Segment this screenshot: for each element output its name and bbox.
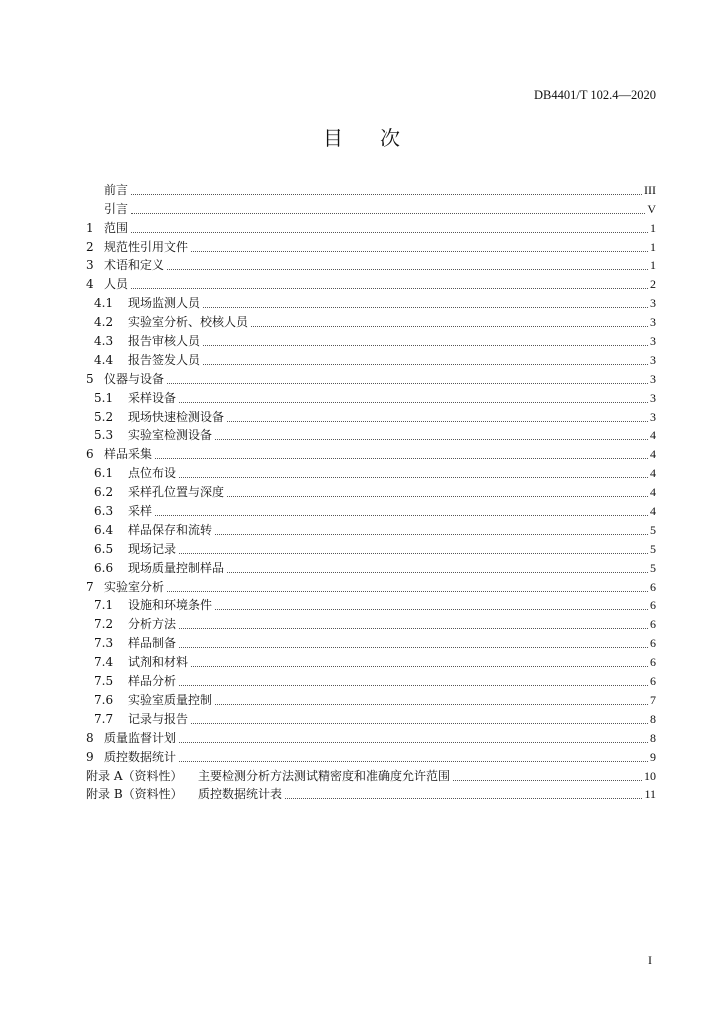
toc-entry-number: 5.1: [94, 390, 114, 405]
toc-entry-page: 10: [644, 768, 656, 783]
toc-entry-number: 6.4: [94, 522, 114, 537]
toc-entry-label: 报告审核人员: [128, 334, 201, 349]
toc-dot-leader: [203, 363, 648, 365]
toc-entry[interactable]: [86, 746, 656, 765]
toc-entry-number: 6.3: [94, 504, 114, 519]
toc-entry[interactable]: [86, 765, 656, 784]
toc-entry-number: 8: [86, 730, 94, 745]
toc-entry[interactable]: [86, 236, 656, 255]
toc-entry[interactable]: [86, 708, 656, 727]
toc-entry[interactable]: [86, 538, 656, 557]
toc-entry-label: 术语和定义: [104, 258, 165, 273]
toc-entry[interactable]: [86, 462, 656, 481]
toc-dot-leader: [453, 779, 642, 781]
toc-entry-number: 6.2: [94, 485, 114, 500]
toc-entry[interactable]: [86, 311, 656, 330]
toc-entry-page: 1: [650, 258, 656, 273]
toc-entry[interactable]: [86, 349, 656, 368]
toc-entry[interactable]: [86, 632, 656, 651]
toc-entry-number: 7.1: [94, 598, 114, 613]
toc-entry[interactable]: [86, 217, 656, 236]
toc-dot-leader: [227, 495, 648, 497]
toc-entry-number: 6.1: [94, 466, 114, 481]
toc-entry-page: 3: [650, 390, 656, 405]
toc-entry[interactable]: [86, 784, 656, 803]
toc-entry-page: 5: [650, 541, 656, 556]
toc-dot-leader: [203, 306, 648, 308]
toc-entry-number: 5: [86, 371, 94, 386]
toc-entry-number: 4.2: [94, 315, 114, 330]
toc-entry-label: 样品分析: [128, 674, 177, 689]
toc-entry-number: 7.7: [94, 711, 114, 726]
toc-entry-label: 采样: [128, 504, 153, 519]
toc-entry-label: 规范性引用文件: [104, 239, 189, 254]
toc-dot-leader: [179, 552, 648, 554]
toc-dot-leader: [179, 760, 648, 762]
toc-entry-label: 点位布设: [128, 466, 177, 481]
toc-entry[interactable]: [86, 273, 656, 292]
toc-entry[interactable]: [86, 613, 656, 632]
toc-entry-number: 附录 A（资料性）: [86, 768, 183, 783]
toc-dot-leader: [215, 608, 648, 610]
toc-entry-label: 采样孔位置与深度: [128, 485, 225, 500]
toc-entry-page: 8: [650, 711, 656, 726]
toc-dot-leader: [131, 287, 648, 289]
toc-dot-leader: [167, 268, 648, 270]
toc-entry-label: 样品采集: [104, 447, 153, 462]
toc-entry[interactable]: [86, 670, 656, 689]
toc-entry[interactable]: [86, 387, 656, 406]
toc-entry-page: 3: [650, 409, 656, 424]
toc-dot-leader: [179, 646, 648, 648]
toc-entry-number: 9: [86, 749, 94, 764]
toc-entry-page: 11: [644, 787, 656, 802]
toc-dot-leader: [179, 684, 648, 686]
toc-entry-page: 4: [650, 485, 656, 500]
toc-entry-page: 2: [650, 277, 656, 292]
toc-entry-number: 5.2: [94, 409, 114, 424]
toc-entry[interactable]: [86, 179, 656, 198]
toc-entry-number: 6.5: [94, 541, 114, 556]
toc-entry-page: V: [647, 201, 656, 216]
toc-dot-leader: [179, 476, 648, 478]
toc-entry-label: 前言: [104, 182, 129, 197]
toc-entry[interactable]: [86, 425, 656, 444]
toc-dot-leader: [131, 212, 645, 214]
toc-entry-page: 6: [650, 598, 656, 613]
toc-entry-label: 记录与报告: [128, 711, 189, 726]
toc-entry[interactable]: [86, 576, 656, 595]
toc-dot-leader: [167, 590, 648, 592]
toc-dot-leader: [227, 420, 648, 422]
toc-entry[interactable]: [86, 595, 656, 614]
toc-entry-label: 样品制备: [128, 636, 177, 651]
toc-entry-page: 8: [650, 730, 656, 745]
toc-entry-number: 1: [86, 220, 94, 235]
toc-entry[interactable]: [86, 292, 656, 311]
toc-entry-number: 7.2: [94, 617, 114, 632]
toc-entry-label: 仪器与设备: [104, 371, 165, 386]
toc-dot-leader: [227, 571, 648, 573]
toc-entry-number: 附录 B（资料性）: [86, 787, 183, 802]
toc-dot-leader: [215, 533, 648, 535]
toc-entry-page: 7: [650, 692, 656, 707]
toc-entry-page: 6: [650, 636, 656, 651]
page-number: I: [648, 953, 652, 967]
title-char-right: 次: [380, 126, 401, 150]
toc-dot-leader: [191, 665, 648, 667]
toc-entry-label: 人员: [104, 277, 129, 292]
toc-entry-page: 3: [650, 315, 656, 330]
toc-entry-label: 实验室质量控制: [128, 692, 213, 707]
toc-dot-leader: [155, 514, 648, 516]
toc-entry[interactable]: [86, 557, 656, 576]
toc-dot-leader: [191, 722, 648, 724]
toc-entry-label: 实验室检测设备: [128, 428, 213, 443]
toc-dot-leader: [167, 382, 648, 384]
toc-entry-page: 6: [650, 674, 656, 689]
toc-entry-page: 3: [650, 296, 656, 311]
toc-entry-page: 3: [650, 352, 656, 367]
toc-dot-leader: [285, 797, 642, 799]
toc-entry-label: 质控数据统计: [104, 749, 177, 764]
toc-entry-number: 6.6: [94, 560, 114, 575]
toc-entry[interactable]: [86, 519, 656, 538]
toc-entry-page: 4: [650, 466, 656, 481]
toc-dot-leader: [215, 438, 648, 440]
toc-dot-leader: [215, 703, 648, 705]
toc-entry-number: 5.3: [94, 428, 114, 443]
toc-entry[interactable]: [86, 255, 656, 274]
toc-entry-label: 试剂和材料: [128, 655, 189, 670]
toc-entry-page: 9: [650, 749, 656, 764]
toc-entry-number: 3: [86, 258, 94, 273]
title-char-left: 目: [323, 126, 344, 150]
document-code: DB4401/T 102.4—2020: [534, 88, 656, 102]
toc-entry-number: 7.3: [94, 636, 114, 651]
toc-entry-number: 2: [86, 239, 94, 254]
toc-entry-page: 3: [650, 371, 656, 386]
toc-entry-page: 6: [650, 617, 656, 632]
toc-dot-leader: [179, 627, 648, 629]
toc-dot-leader: [191, 250, 648, 252]
toc-entry[interactable]: [86, 330, 656, 349]
toc-entry-page: 6: [650, 579, 656, 594]
toc-entry-number: 7.6: [94, 692, 114, 707]
toc-entry-label: 设施和环境条件: [128, 598, 213, 613]
toc-entry-label: 实验室分析、校核人员: [128, 315, 249, 330]
toc-entry[interactable]: [86, 500, 656, 519]
toc-entry-label: 质控数据统计表: [198, 787, 283, 802]
toc-entry-label: 现场记录: [128, 541, 177, 556]
toc-entry-number: 4.4: [94, 352, 114, 367]
toc-entry[interactable]: [86, 443, 656, 462]
table-of-contents: [86, 179, 656, 802]
toc-entry-number: 7.5: [94, 674, 114, 689]
toc-entry-label: 报告签发人员: [128, 352, 201, 367]
toc-entry-label: 现场质量控制样品: [128, 560, 225, 575]
toc-dot-leader: [179, 741, 648, 743]
toc-entry[interactable]: [86, 406, 656, 425]
toc-entry-page: 5: [650, 560, 656, 575]
toc-entry-number: 7: [86, 579, 94, 594]
toc-entry[interactable]: [86, 689, 656, 708]
toc-entry-number: 6: [86, 447, 94, 462]
toc-entry[interactable]: [86, 368, 656, 387]
toc-entry-page: 1: [650, 220, 656, 235]
toc-entry-label: 质量监督计划: [104, 730, 177, 745]
toc-entry-page: 5: [650, 522, 656, 537]
toc-entry[interactable]: [86, 727, 656, 746]
toc-entry-page: 4: [650, 447, 656, 462]
toc-entry-label: 现场快速检测设备: [128, 409, 225, 424]
toc-dot-leader: [203, 344, 648, 346]
toc-entry-page: 3: [650, 334, 656, 349]
toc-entry-page: 6: [650, 655, 656, 670]
toc-entry-number: 4.3: [94, 334, 114, 349]
toc-entry[interactable]: [86, 198, 656, 217]
toc-dot-leader: [131, 193, 642, 195]
toc-entry-page: 4: [650, 504, 656, 519]
toc-dot-leader: [179, 401, 648, 403]
toc-dot-leader: [131, 231, 648, 233]
toc-entry-number: 4: [86, 277, 94, 292]
toc-entry[interactable]: [86, 481, 656, 500]
toc-entry-page: 1: [650, 239, 656, 254]
toc-entry-label: 范围: [104, 220, 129, 235]
toc-entry-number: 4.1: [94, 296, 114, 311]
toc-entry-label: 采样设备: [128, 390, 177, 405]
toc-dot-leader: [251, 325, 648, 327]
toc-entry-label: 现场监测人员: [128, 296, 201, 311]
toc-entry-label: 实验室分析: [104, 579, 165, 594]
toc-entry-label: 引言: [104, 201, 129, 216]
toc-entry-page: 4: [650, 428, 656, 443]
toc-entry-page: III: [644, 182, 656, 197]
toc-entry-label: 样品保存和流转: [128, 522, 213, 537]
toc-dot-leader: [155, 457, 648, 459]
toc-entry[interactable]: [86, 651, 656, 670]
page-title: [0, 122, 724, 151]
toc-entry-label: 主要检测分析方法测试精密度和准确度允许范围: [198, 768, 451, 783]
toc-entry-label: 分析方法: [128, 617, 177, 632]
toc-entry-number: 7.4: [94, 655, 114, 670]
